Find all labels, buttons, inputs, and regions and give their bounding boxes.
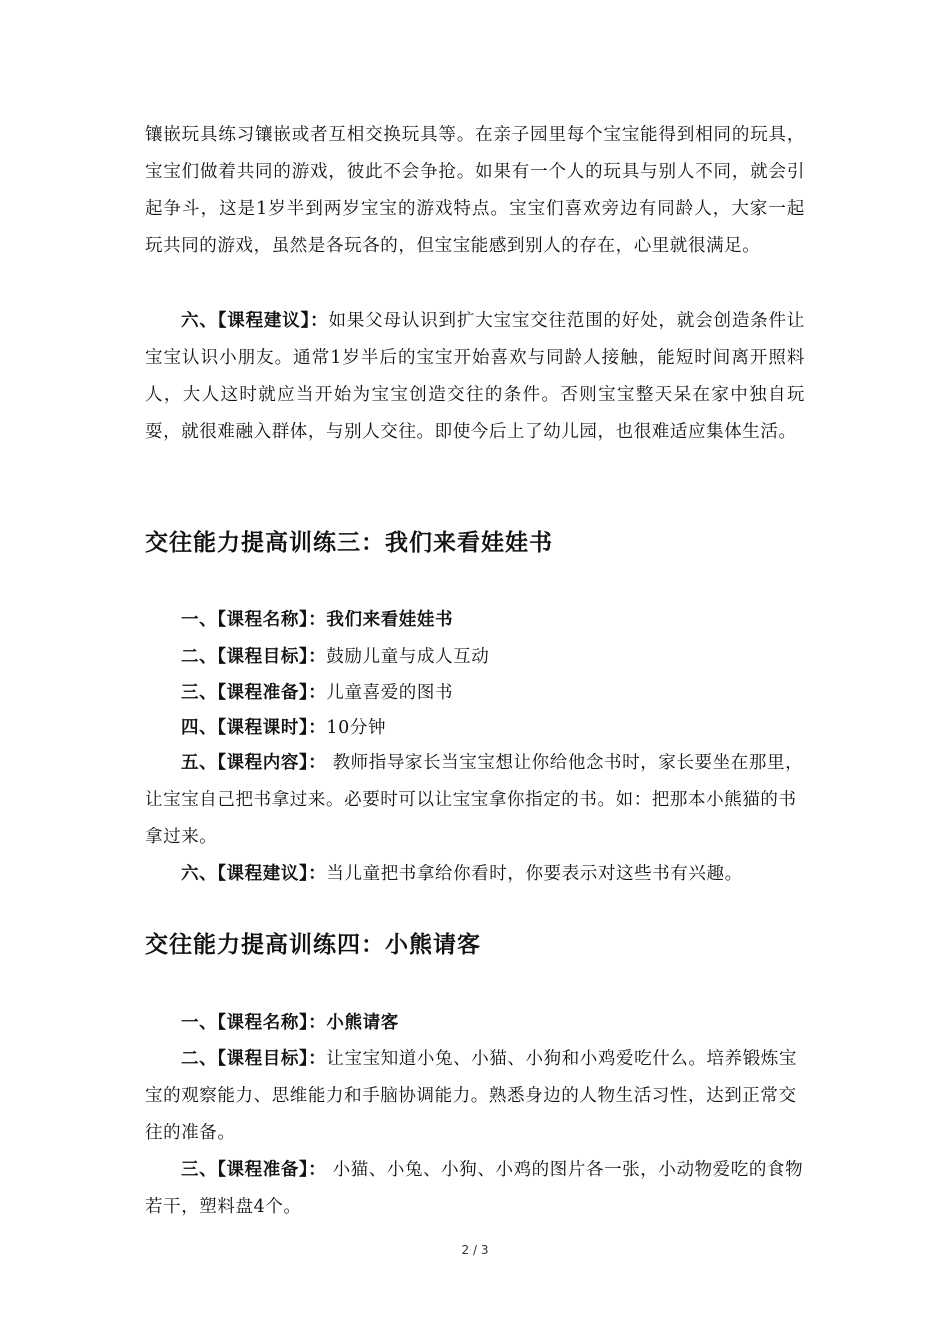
course-prep-label: 三、【课程准备】： xyxy=(181,683,327,703)
course-name-value: 我们来看娃娃书 xyxy=(326,610,454,630)
course-name-value: 小熊请客 xyxy=(326,1013,399,1033)
section3-course-prep xyxy=(181,675,805,712)
section4-title: 交往能力提高训练四：小熊请客 xyxy=(145,932,481,958)
section3-course-name xyxy=(181,602,805,639)
course-prep-value: 儿童喜爱的图书 xyxy=(326,683,454,703)
page-number: 2 / 3 xyxy=(461,1243,489,1257)
course-content-value: 教师指导家长当宝宝想让你给他念书时，家长要坐在那里，让宝宝自己把书拿过来。必要时可以让宝宝拿你指定的书。如：把那本小熊猫的书拿过来。 xyxy=(145,753,804,847)
course-prep-label: 三、【课程准备】： xyxy=(181,1160,327,1180)
course-time-label: 四、【课程课时】： xyxy=(181,718,327,738)
section4-course-prep xyxy=(145,1152,805,1226)
course-advice-value: 当儿童把书拿给你看时，你要表示对这些书有兴趣。 xyxy=(326,864,743,884)
course-advice-label: 六、【课程建议】： xyxy=(181,864,327,884)
section3-course-advice xyxy=(181,856,805,893)
course-goal-label: 二、【课程目标】： xyxy=(181,647,327,667)
section3-title: 交往能力提高训练三：我们来看娃娃书 xyxy=(145,530,553,556)
course-goal-value: 鼓励儿童与成人互动 xyxy=(326,647,490,667)
section4-course-goal xyxy=(145,1041,805,1152)
course-goal-value: 让宝宝知道小兔、小猫、小狗和小鸡爱吃什么。培养锻炼宝宝的观察能力、思维能力和手脑协调能力。熟悉身边的人物生活习性，达到正常交往的准备。 xyxy=(145,1049,798,1143)
section2-advice-paragraph xyxy=(145,303,805,451)
section3-course-goal xyxy=(181,639,805,676)
course-content-label: 五、【课程内容】： xyxy=(181,753,327,773)
course-name-label: 一、【课程名称】： xyxy=(181,1013,327,1033)
section4-course-name xyxy=(181,1005,805,1042)
section3-course-time xyxy=(181,710,805,747)
advice-text: 如果父母认识到扩大宝宝交往范围的好处，就会创造条件让宝宝认识小朋友。通常1岁半后的宝宝开始喜欢与同龄人接触，能短时间离开照料人，大人这时就应当开始为宝宝创造交往的条件。否则宝宝整天呆在家中独自玩耍，就很难融入群体，与别人交往。即使今后上了幼儿园，也很难适应集体生活。 xyxy=(145,311,805,442)
course-name-label: 一、【课程名称】： xyxy=(181,610,327,630)
course-prep-value: 小猫、小兔、小狗、小鸡的图片各一张，小动物爱吃的食物若干，塑料盘4个。 xyxy=(145,1160,804,1217)
section3-course-content xyxy=(145,745,805,856)
course-time-value: 10分钟 xyxy=(326,718,387,738)
paragraph-continuation: 镶嵌玩具练习镶嵌或者互相交换玩具等。在亲子园里每个宝宝能得到相同的玩具，宝宝们做着共同的游戏，彼此不会争抢。如果有一个人的玩具与别人不同，就会引起争斗，这是1岁半到两岁宝宝的游戏特点。宝宝们喜欢旁边有同龄人，大家一起玩共同的游戏，虽然是各玩各的，但宝宝能感到别人的存在，心里就很满足。 xyxy=(145,125,805,256)
advice-label: 六、【课程建议】： xyxy=(181,311,329,331)
course-goal-label: 二、【课程目标】： xyxy=(181,1049,327,1069)
